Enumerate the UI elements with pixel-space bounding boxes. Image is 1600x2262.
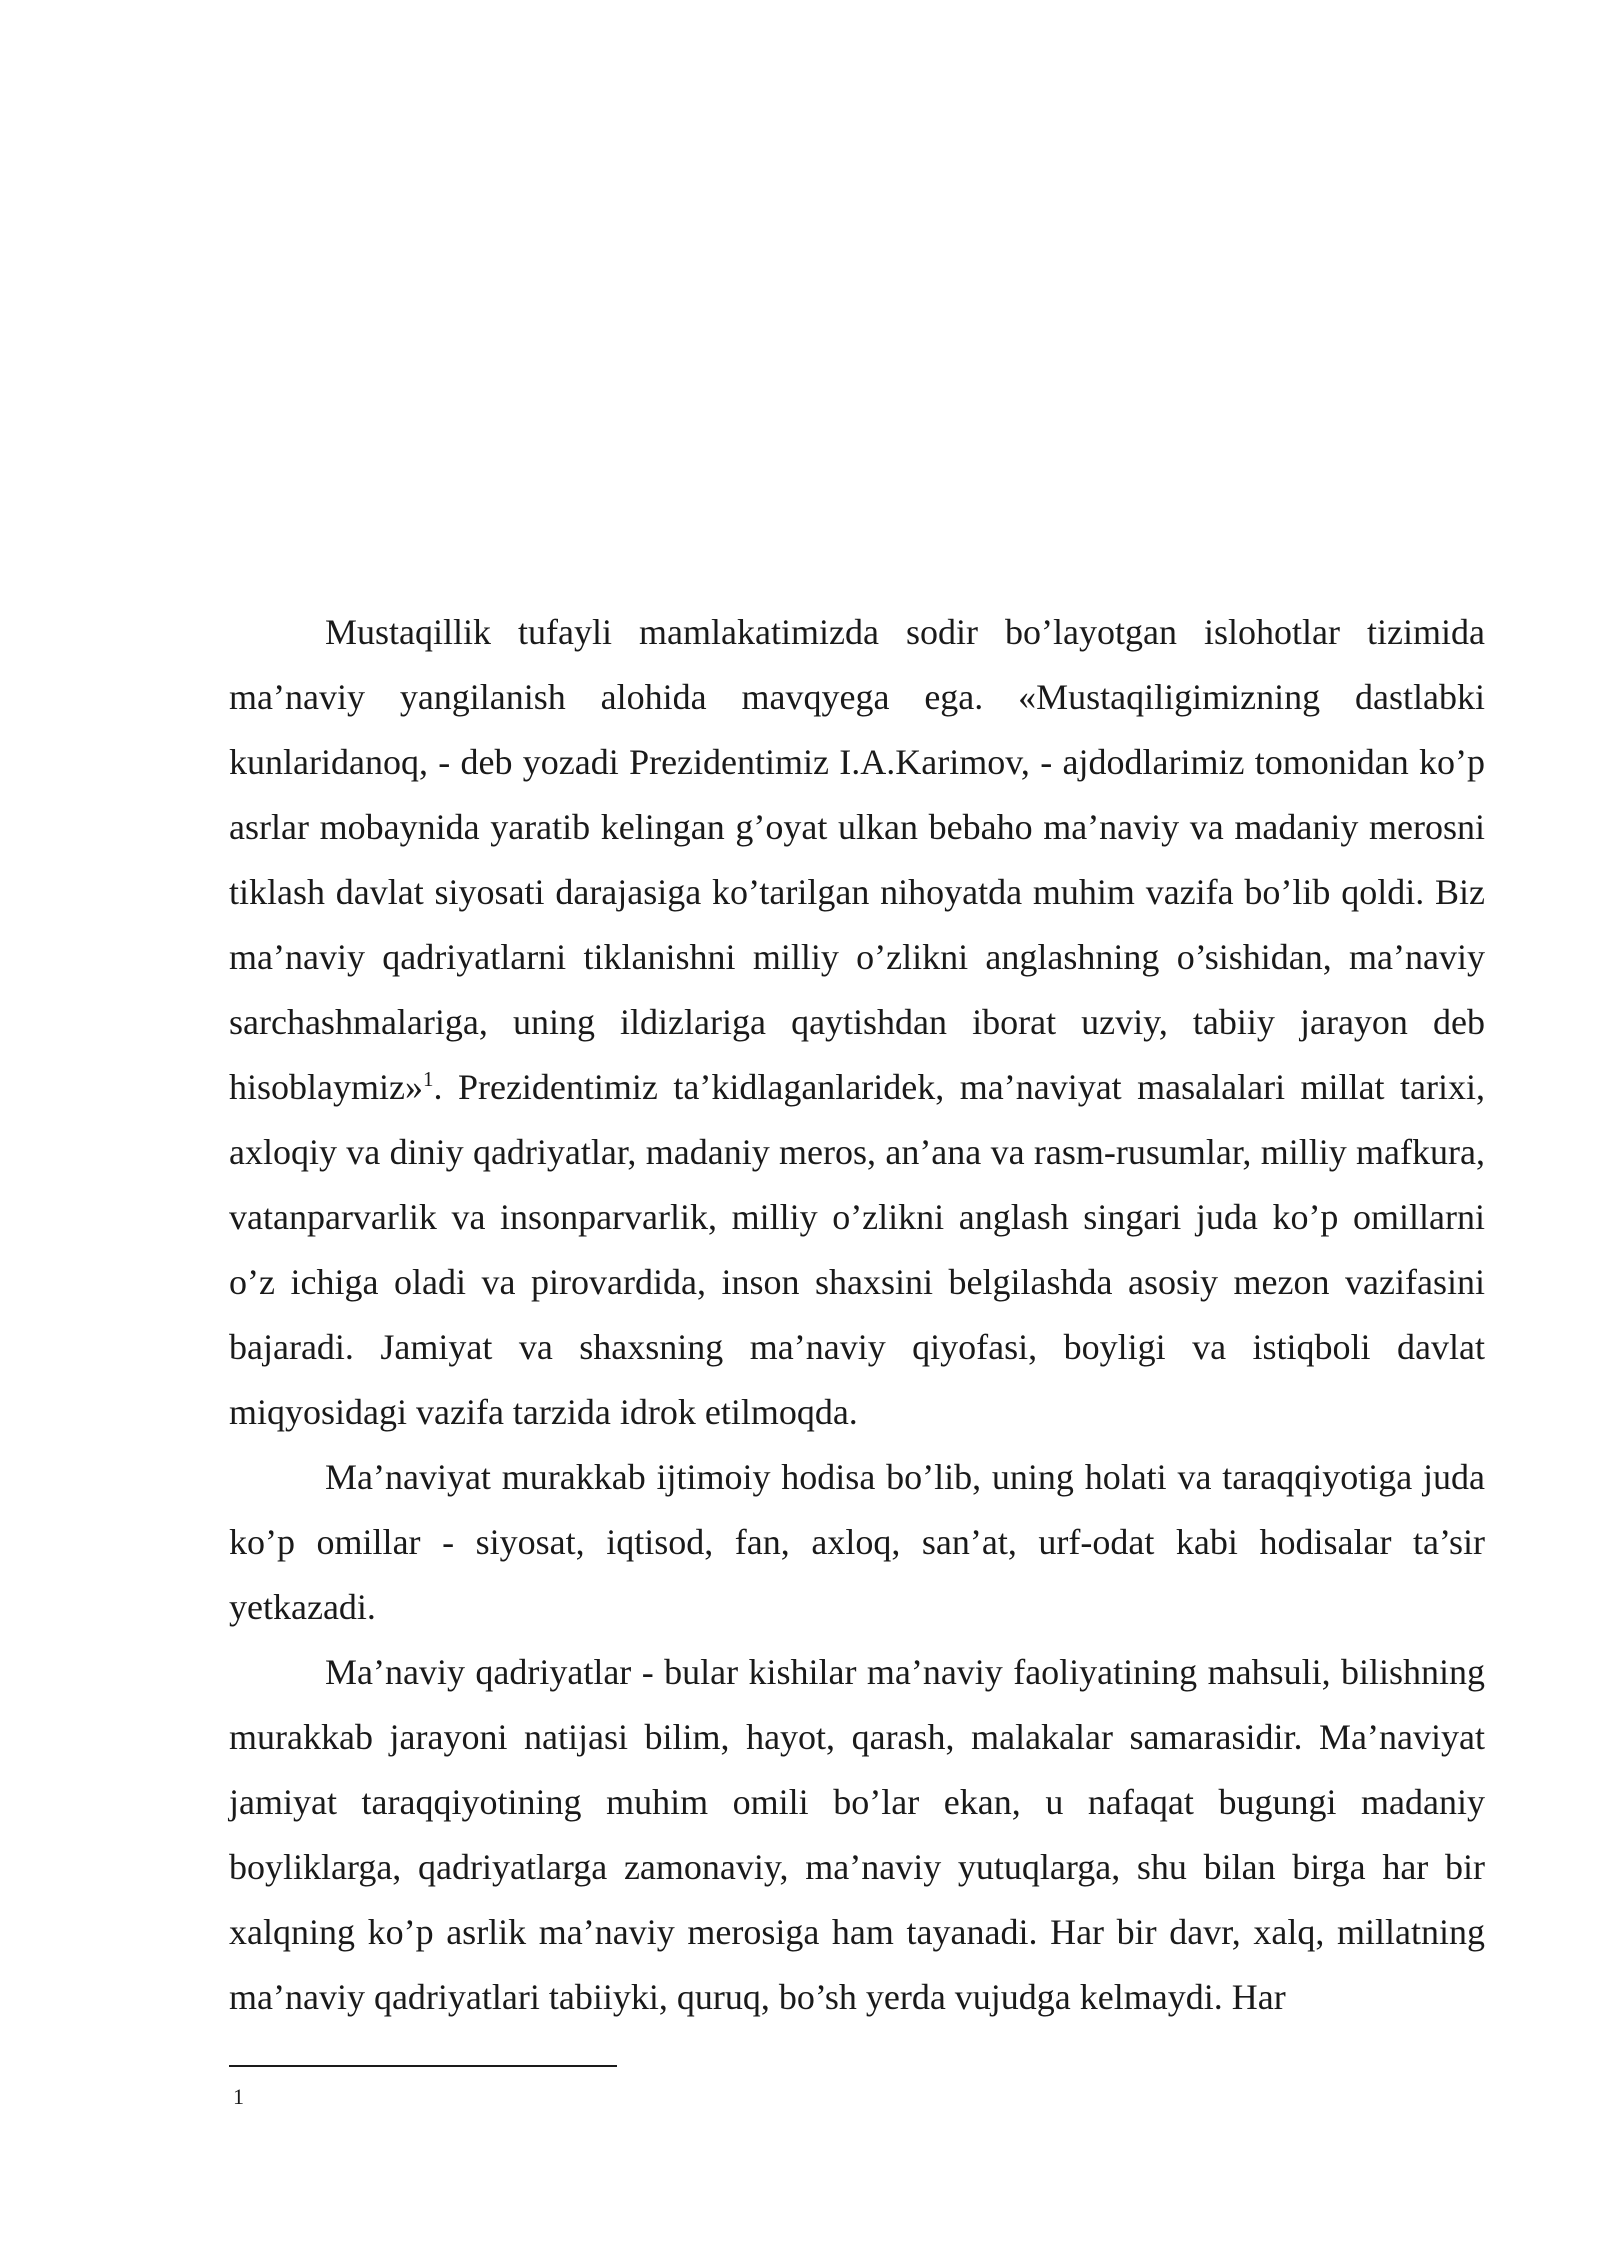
paragraph-1-continuation: . Prezidentimiz ta’kidlaganlaridek, ma’naviyat masalalari millat tarixi, axloqiy va diniy qadriyatlar, madaniy meros, an’ana va rasm-rusumlar, milliy mafkura, vatanparvarlik va insonparvarlik, milliy o’zlikni anglash singari juda ko’p omillarni o’z ichiga oladi va pirovardida, inson shaxsini belgilashda asosiy mezon vazifasini bajaradi. Jamiyat va shaxsning ma’naviy qiyofasi, boyligi va istiqboli davlat miqyosidagi vazifa tarzida idrok etilmoqda. bbox=[229, 1067, 1485, 1432]
paragraph-1 bbox=[229, 600, 1485, 1445]
body-text bbox=[229, 600, 1485, 2030]
paragraph-2: Ma’naviyat murakkab ijtimoiy hodisa bo’lib, uning holati va taraqqiyotiga juda ko’p omillar - siyosat, iqtisod, fan, axloq, san’at, urf-odat kabi hodisalar ta’sir yetkazadi. bbox=[229, 1457, 1485, 1627]
footnote-number: 1 bbox=[233, 2084, 244, 2109]
footnote bbox=[233, 2082, 244, 2112]
footnote-reference[interactable]: 1 bbox=[422, 1067, 434, 1091]
paragraph-3: Ma’naviy qadriyatlar - bular kishilar ma’naviy faoliyatining mahsuli, bilishning murakkab jarayoni natijasi bilim, hayot, qarash, malakalar samarasidir. Ma’naviyat jamiyat taraqqiyotining muhim omili bo’lar ekan, u nafaqat bugungi madaniy boyliklarga, qadriyatlarga zamonaviy, ma’naviy yutuqlarga, shu bilan birga har bir xalqning ko’p asrlik ma’naviy merosiga ham tayanadi. Har bir davr, xalq, millatning ma’naviy qadriyatlari tabiiyki, quruq, bo’sh yerda vujudga kelmaydi. Har bbox=[229, 1652, 1485, 2017]
paragraph-1-text: Mustaqillik tufayli mamlakatimizda sodir bo’layotgan islohotlar tizimida ma’naviy yangilanish alohida mavqyega ega. «Mustaqiligimizning dastlabki kunlaridanoq, - deb yozadi Prezidentimiz I.A.Karimov, - ajdodlarimiz tomonidan ko’p asrlar mobaynida yaratib kelingan g’oyat ulkan bebaho ma’naviy va madaniy merosni tiklash davlat siyosati darajasiga ko’tarilgan nihoyatda muhim vazifa bo’lib qoldi. Biz ma’naviy qadriyatlarni tiklanishni milliy o’zlikni anglashning o’sishidan, ma’naviy sarchashmalariga, uning ildizlariga qaytishdan iborat uzviy, tabiiy jarayon deb hisoblaymiz» bbox=[229, 612, 1485, 1107]
footnote-separator bbox=[229, 2065, 617, 2067]
